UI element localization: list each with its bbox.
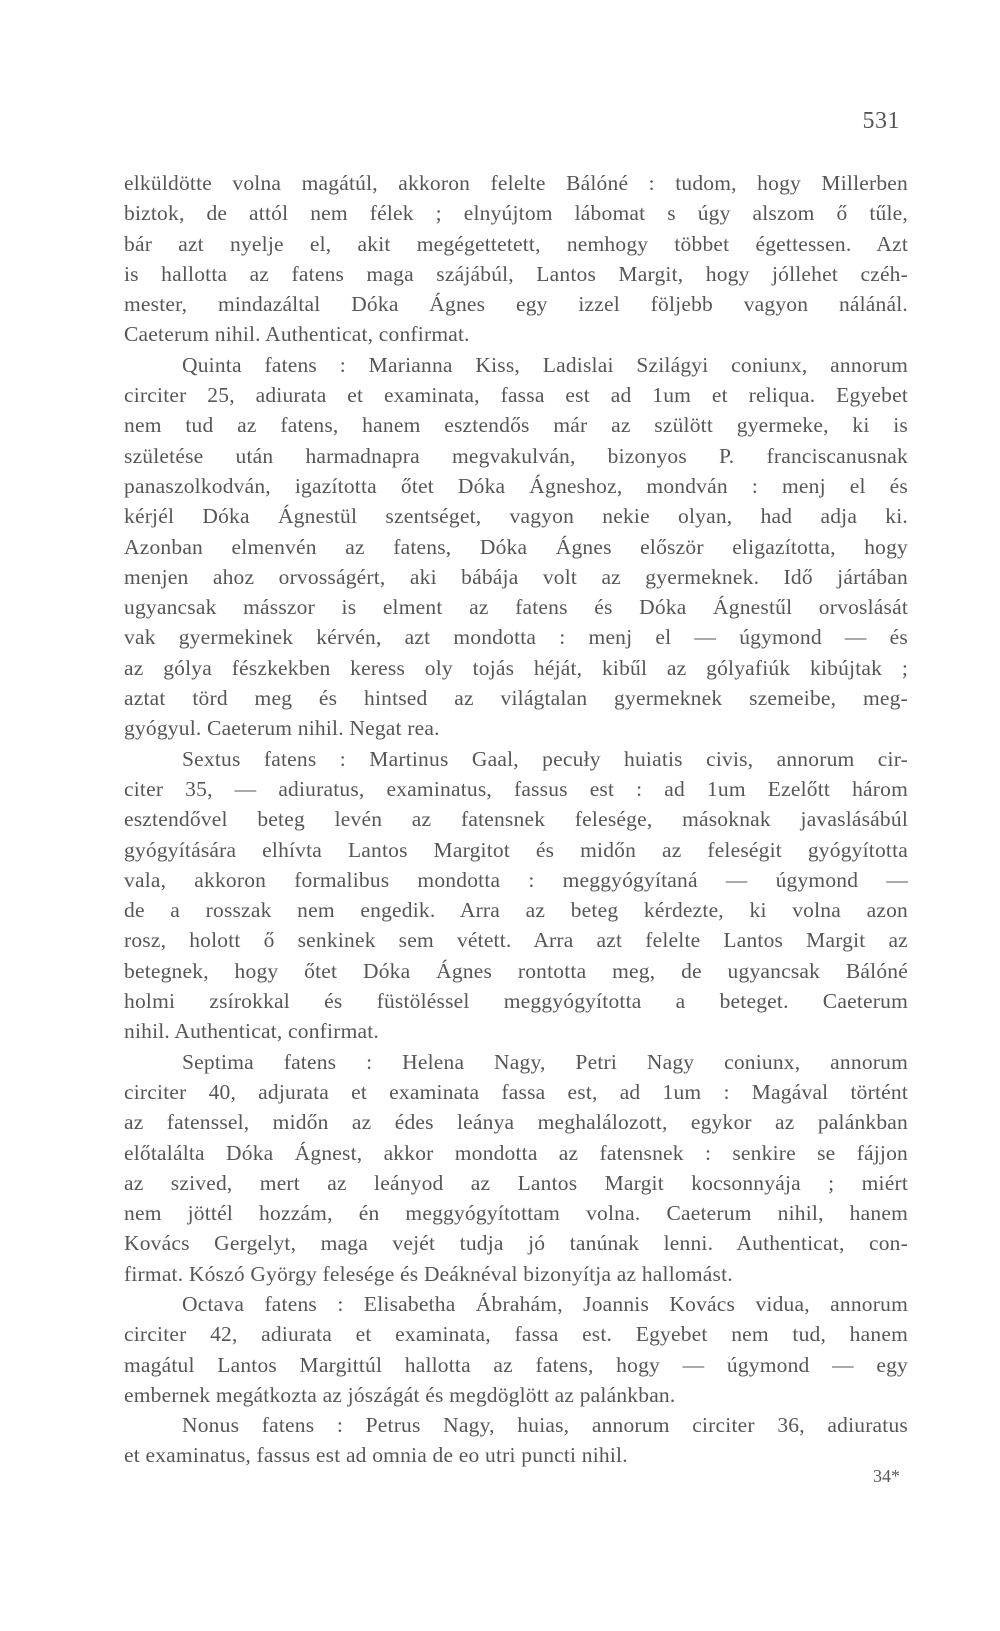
text-line: bár azt nyelje el, akit megégettetett, nemhogy többet égettessen. Azt: [124, 231, 908, 256]
text-line: az szived, mert az leányod az Lantos Margit kocsonnyája ; miért: [124, 1170, 908, 1195]
text-line: embernek megátkozta az jószágát és megdöglött az palánkban.: [124, 1382, 676, 1407]
paragraph-first-line: Septima fatens : Helena Nagy, Petri Nagy coniunx, annorum: [182, 1049, 908, 1074]
text-line: előtalálta Dóka Ágnest, akkor mondotta az fatensnek : senkire se fájjon: [124, 1140, 908, 1165]
text-line: elküldötte volna magátúl, akkoron felelte Bálóné : tudom, hogy Millerben: [124, 171, 908, 195]
paragraph-first-line: Octava fatens : Elisabetha Ábrahám, Joannis Kovács vidua, annorum: [182, 1291, 908, 1316]
document-body: [124, 168, 908, 1471]
text-line: circiter 40, adjurata et examinata fassa est, ad 1um : Magával történt: [124, 1079, 908, 1104]
text-line: aztat törd meg és hintsed az világtalan gyermeknek szemeibe, meg-: [124, 686, 908, 711]
text-line: circiter 42, adiurata et examinata, fassa est. Egyebet nem tud, hanem: [124, 1322, 908, 1347]
text-line: holmi zsírokkal és füstöléssel meggyógyította a beteget. Caeterum: [124, 989, 908, 1014]
text-line: panaszolkodván, igazította őtet Dóka Ágneshoz, mondván : menj el és: [124, 473, 908, 498]
text-line: is hallotta az fatens maga szájábúl, Lantos Margit, hogy jóllehet czéh-: [124, 261, 908, 286]
text-line: menjen ahoz orvosságért, aki bábája volt az gyermeknek. Idő jártában: [124, 564, 908, 589]
text-line: ugyancsak másszor is elment az fatens és Dóka Ágnestűl orvoslását: [124, 595, 908, 620]
text-line: Azonban elmenvén az fatens, Dóka Ágnes először eligazította, hogy: [124, 534, 908, 559]
signature-mark: 34*: [873, 1466, 900, 1486]
paragraph-first-line: Nonus fatens : Petrus Nagy, huias, annorum circiter 36, adiuratus: [182, 1413, 908, 1438]
text-line: citer 35, — adiuratus, examinatus, fassus est : ad 1um Ezelőtt három: [124, 776, 908, 801]
text-line: circiter 25, adiurata et examinata, fassa est ad 1um et reliqua. Egyebet: [124, 383, 908, 408]
paragraph-first-line: Quinta fatens : Marianna Kiss, Ladislai Szilágyi coniunx, annorum: [182, 352, 908, 377]
text-line: gyógyul. Caeterum nihil. Negat rea.: [124, 716, 440, 741]
text-line: de a rosszak nem engedik. Arra az beteg kérdezte, ki volna azon: [124, 898, 908, 923]
text-line: nem jöttél hozzám, én meggyógyítottam volna. Caeterum nihil, hanem: [124, 1201, 908, 1226]
text-line: születése után harmadnapra megvakulván, bizonyos P. franciscanusnak: [124, 443, 908, 468]
text-line: esztendővel beteg levén az fatensnek felesége, másoknak javaslásábúl: [124, 807, 908, 832]
text-line: vala, akkoron formalibus mondotta : meggyógyítaná — úgymond —: [124, 867, 908, 892]
text-line: betegnek, hogy őtet Dóka Ágnes rontotta meg, de ugyancsak Bálóné: [124, 958, 908, 983]
text-line: biztok, de attól nem félek ; elnyújtom lábomat s úgy alszom ő tűle,: [124, 201, 908, 226]
text-line: vak gyermekinek kérvén, azt mondotta : menj el — úgymond — és: [124, 625, 908, 650]
page-number: 531: [862, 108, 900, 134]
text-line: az fatenssel, midőn az édes leánya meghalálozott, egykor az palánkban: [124, 1110, 908, 1135]
paragraph-first-line: Sextus fatens : Martinus Gaal, pecuły huiatis civis, annorum cir-: [182, 746, 908, 771]
text-line: kérjél Dóka Ágnestül szentséget, vagyon nekie olyan, had adja ki.: [124, 504, 908, 529]
text-line: mester, mindazáltal Dóka Ágnes egy izzel följebb vagyon nálánál.: [124, 292, 908, 317]
text-line: magátul Lantos Margittúl hallotta az fatens, hogy — úgymond — egy: [124, 1352, 908, 1377]
text-line: Kovács Gergelyt, maga vejét tudja jó tanúnak lenni. Authenticat, con-: [124, 1231, 908, 1256]
text-line: firmat. Kószó György felesége és Deáknéval bizonyítja az hallomást.: [124, 1261, 733, 1286]
text-line: az gólya fészkekben keress oly tojás héját, kibűl az gólyafiúk kibújtak ;: [124, 655, 908, 680]
text-line: gyógyítására elhívta Lantos Margitot és midőn az feleségit gyógyította: [124, 837, 908, 862]
text-line: nem tud az fatens, hanem esztendős már az szülött gyermeke, ki is: [124, 413, 908, 438]
text-line: Caeterum nihil. Authenticat, confirmat.: [124, 322, 470, 347]
text-line: rosz, holott ő senkinek sem vétett. Arra azt felelte Lantos Margit az: [124, 928, 908, 953]
text-line: et examinatus, fassus est ad omnia de eo utri puncti nihil.: [124, 1443, 628, 1468]
text-line: nihil. Authenticat, confirmat.: [124, 1019, 379, 1044]
